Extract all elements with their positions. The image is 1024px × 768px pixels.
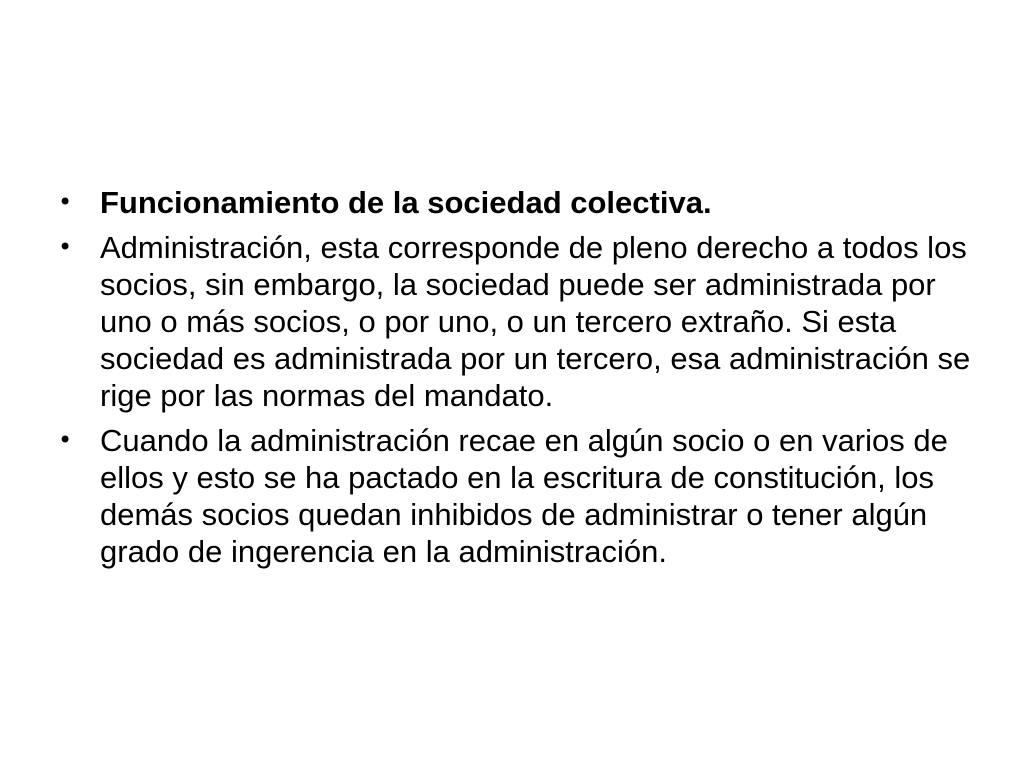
- slide-body: [58, 184, 978, 578]
- bullet-item-administracion: [58, 229, 978, 414]
- bullet-icon: •: [58, 426, 73, 454]
- bullet-text-socios: Cuando la administración recae en algún socio o en varios de ellos y esto se ha pactado en la escritura de constitución, los demás socios quedan inhibidos de administrar o tener algún grado de ingerencia en la administración.: [100, 423, 948, 569]
- bullet-text-heading: Funcionamiento de la sociedad colectiva.: [100, 185, 712, 220]
- bullet-item-heading: [58, 184, 978, 221]
- bullet-text-administracion: Administración, esta corresponde de pleno derecho a todos los socios, sin embargo, la sociedad puede ser administrada por uno o más socios, o por uno, o un tercero extraño. Si esta sociedad es administrada por un tercero, esa administración se rige por las normas del mandato.: [100, 230, 971, 413]
- bullet-icon: •: [58, 188, 73, 216]
- bullet-item-socios: [58, 422, 978, 570]
- bullet-list: [58, 184, 978, 570]
- bullet-icon: •: [58, 233, 73, 261]
